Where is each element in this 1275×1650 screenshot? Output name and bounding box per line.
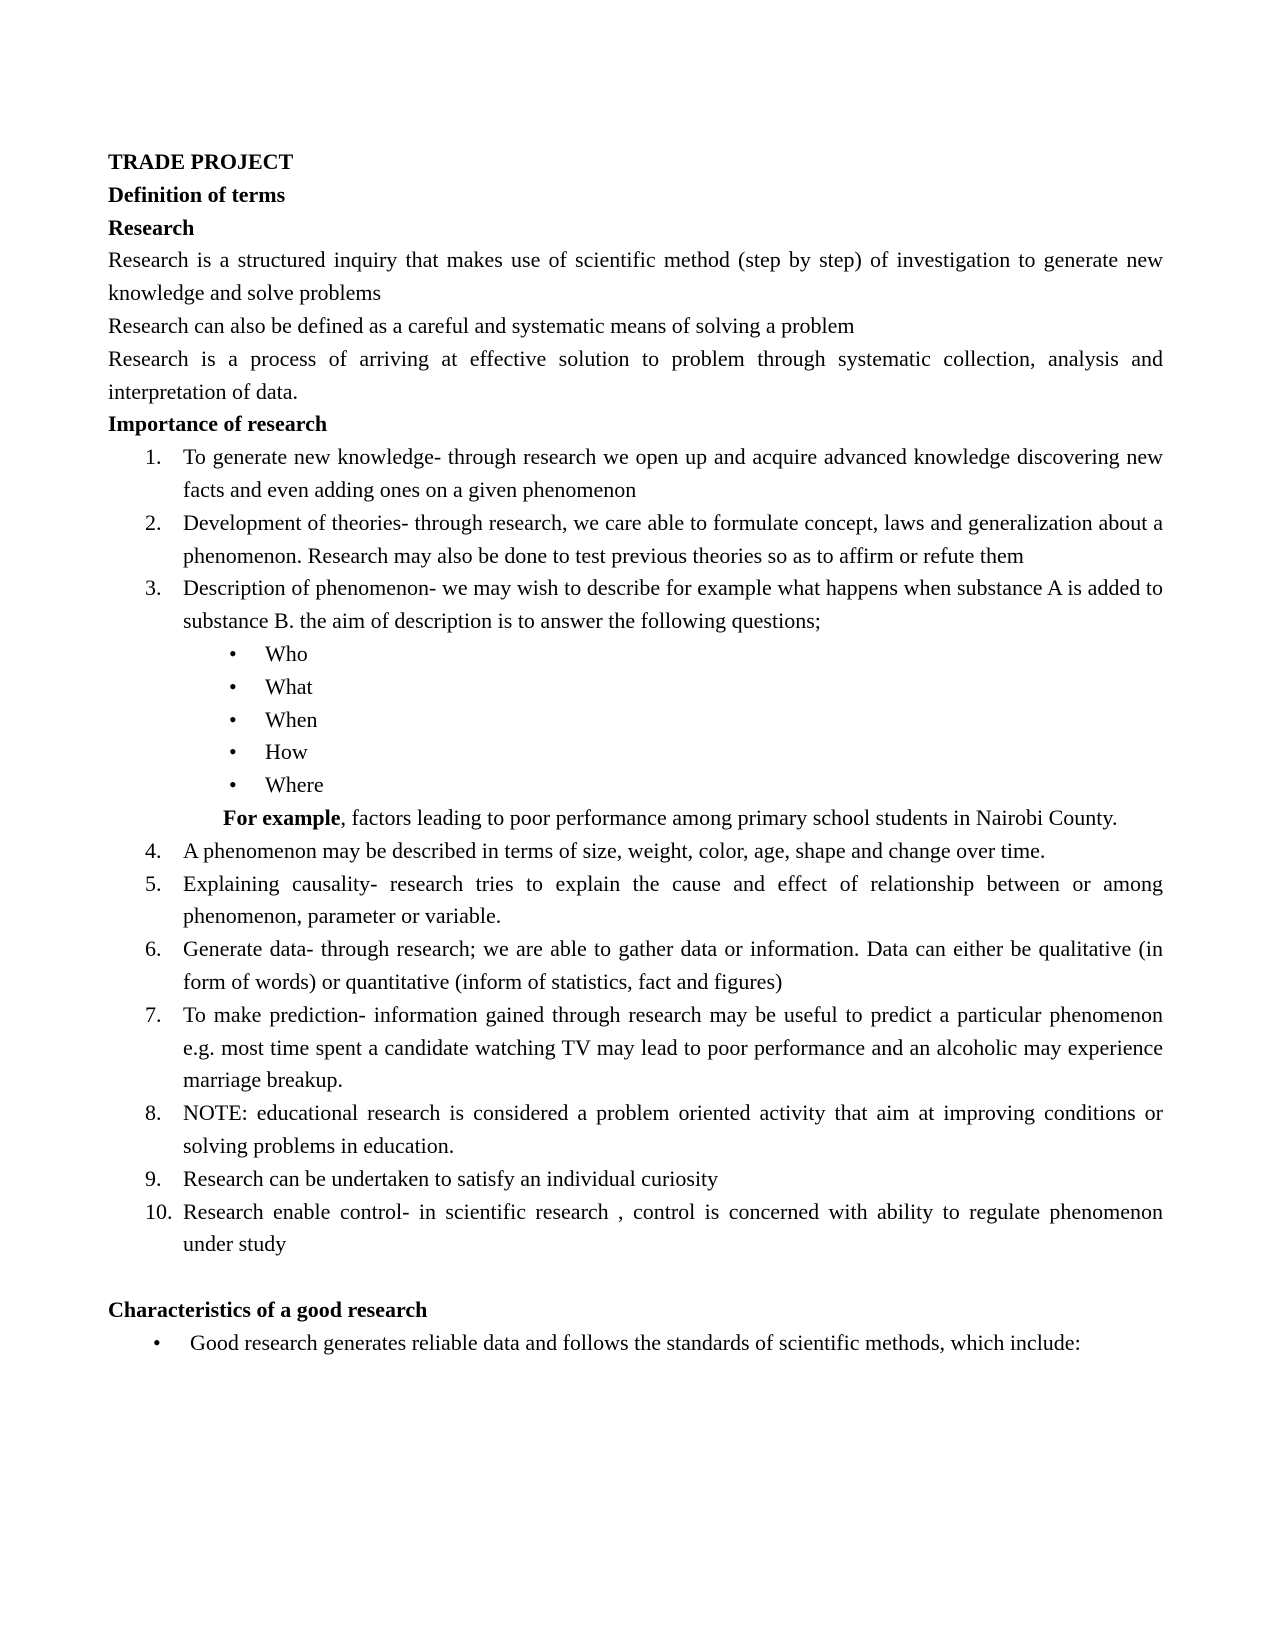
list-item-text: To make prediction- information gained through research may be useful to predict a particular phenomenon e.g. most time spent a candidate watching TV may lead to poor performance and an alcoholic may experience marriage breakup. [183, 1001, 1163, 1093]
list-item [183, 638, 1163, 671]
list-item-text: Description of phenomenon- we may wish to describe for example what happens when substance A is added to substance B. the aim of description is to answer the following questions; [183, 575, 1163, 634]
list-number: 8. [145, 1100, 162, 1126]
list-number: 5. [145, 870, 162, 896]
list-item [108, 835, 1163, 868]
list-number: 9. [145, 1165, 162, 1191]
list-item [108, 1163, 1163, 1196]
list-item [108, 933, 1163, 999]
heading-definition-of-terms: Definition of terms [108, 181, 286, 207]
question-label: What [265, 673, 313, 699]
heading-characteristics: Characteristics of a good research [108, 1297, 428, 1323]
document-title: TRADE PROJECT [108, 149, 294, 174]
list-item [183, 704, 1163, 737]
heading-importance-of-research: Importance of research [108, 411, 328, 437]
list-item [108, 1327, 1163, 1360]
list-number: 6. [145, 936, 162, 962]
list-item-text: A phenomenon may be described in terms of size, weight, color, age, shape and change over time. [183, 837, 1046, 863]
list-item-text: Development of theories- through research, we care able to formulate concept, laws and generalization about a phenomenon. Research may also be done to test previous theories so as to affirm or refute them [183, 509, 1163, 568]
list-item [108, 999, 1163, 1097]
list-item [183, 671, 1163, 704]
list-item-text: Research enable control- in scientific research , control is concerned with ability to regulate phenomenon under study [183, 1198, 1163, 1257]
list-item-text: Good research generates reliable data and follows the standards of scientific methods, which include: [190, 1329, 1081, 1355]
list-item [108, 507, 1163, 573]
list-number: 7. [145, 1001, 162, 1027]
list-item [108, 1196, 1163, 1262]
question-bullet-list [183, 638, 1163, 802]
example-text: , factors leading to poor performance among primary school students in Nairobi County. [340, 804, 1118, 830]
list-number: 10. [145, 1198, 173, 1224]
list-item-text: Generate data- through research; we are able to gather data or information. Data can either be qualitative (in form of words) or quantitative (inform of statistics, fact and figures) [183, 936, 1163, 994]
research-paragraph: Research is a process of arriving at effective solution to problem through systematic collection, analysis and interpretation of data. [108, 345, 1163, 404]
bullet-marker: • [229, 673, 237, 699]
bullet-marker: • [229, 772, 237, 798]
list-item-text: Explaining causality- research tries to explain the cause and effect of relationship between or among phenomenon, parameter or variable. [183, 870, 1163, 929]
example-lead: For example [223, 804, 341, 830]
bullet-marker: • [153, 1329, 161, 1355]
question-label: Who [265, 640, 308, 666]
list-item-text: NOTE: educational research is considered a problem oriented activity that aim at improving conditions or solving problems in education. [183, 1100, 1163, 1158]
list-number: 4. [145, 837, 162, 863]
list-item [183, 769, 1163, 802]
bullet-marker: • [229, 640, 237, 666]
list-number: 1. [145, 444, 162, 470]
bullet-marker: • [229, 706, 237, 732]
list-item-text: To generate new knowledge- through research we open up and acquire advanced knowledge discovering new facts and even adding ones on a given phenomenon [183, 444, 1163, 502]
list-item [108, 572, 1163, 834]
characteristics-list [108, 1327, 1163, 1360]
bullet-marker: • [229, 739, 237, 765]
list-item [108, 1097, 1163, 1163]
list-item-text: Research can be undertaken to satisfy an individual curiosity [183, 1165, 719, 1191]
heading-research: Research [108, 214, 195, 240]
list-number: 3. [145, 575, 162, 601]
question-label: Where [265, 772, 324, 798]
question-label: When [265, 706, 318, 732]
list-item [108, 868, 1163, 934]
list-item [183, 736, 1163, 769]
list-number: 2. [145, 509, 162, 535]
question-label: How [265, 739, 308, 765]
research-paragraph: Research can also be defined as a careful and systematic means of solving a problem [108, 312, 855, 338]
research-paragraph: Research is a structured inquiry that makes use of scientific method (step by step) of investigation to generate new knowledge and solve problems [108, 247, 1163, 306]
importance-list [108, 441, 1163, 1261]
list-item [108, 441, 1163, 507]
example-paragraph [223, 802, 1163, 835]
